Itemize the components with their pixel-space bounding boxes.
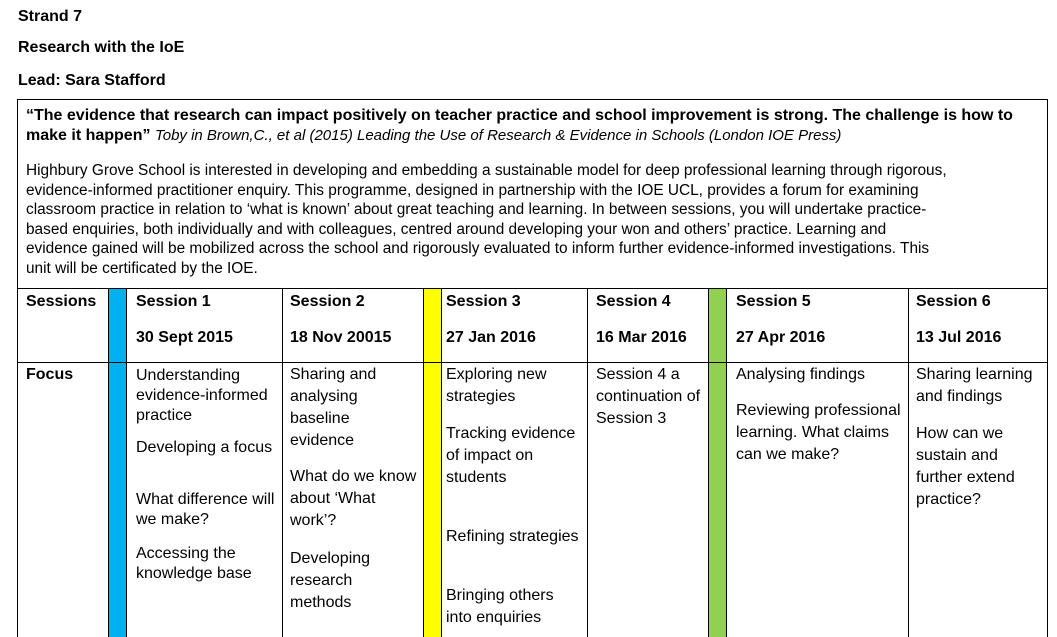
focus-item: Developing a focus [136, 439, 273, 456]
quote-citation: Toby in Brown,C., et al (2015) Leading the Use of Research & Evidence in Schools (London IOE Press) [154, 127, 842, 144]
green-band [708, 289, 726, 637]
focus-item: Exploring new strategies [446, 366, 547, 405]
focus-row-label: Focus [26, 366, 74, 383]
session-name: Session 1 [136, 293, 211, 310]
strand-lead: Lead: Sara Stafford [18, 72, 166, 89]
paragraph-line: evidence gained will be mobilized across the school and rigorously evaluated to inform further evidence-informed investigations. This [26, 240, 930, 258]
quote-text: “The evidence that research can impact positively on teacher practice and school improvement is strong. The challenge is how to make it happen” [26, 107, 1013, 144]
yellow-band [423, 289, 441, 637]
session-date: 13 Jul 2016 [916, 329, 1002, 346]
intro-quote [26, 106, 1036, 146]
focus-item: Developing research methods [290, 550, 371, 611]
paragraph-line: based enquiries, both individually and with colleagues, centred around developing your won and others’ practice. Learning and [26, 220, 887, 238]
session-name: Session 2 [290, 293, 365, 310]
focus-item: Refining strategies [446, 528, 579, 545]
column-divider [587, 289, 588, 637]
column-divider [726, 289, 727, 637]
session-date: 27 Apr 2016 [736, 329, 826, 346]
focus-item: Sharing learning and findings [916, 366, 1033, 405]
focus-item: Understanding evidence-informed practice [136, 367, 268, 424]
session-name: Session 6 [916, 293, 991, 310]
sessions-row-label: Sessions [26, 293, 97, 310]
focus-item: Accessing the knowledge base [136, 545, 252, 582]
session-name: Session 3 [446, 293, 521, 310]
column-divider [708, 289, 709, 637]
focus-item: What difference will we make? [136, 491, 275, 528]
session-name: Session 5 [736, 293, 811, 310]
session-date: 18 Nov 20015 [290, 329, 392, 346]
sessions-table [17, 288, 1048, 637]
column-divider [126, 289, 127, 637]
intro-box [17, 99, 1048, 289]
column-divider [282, 289, 283, 637]
focus-item: Session 4 a continuation of Session 3 [596, 366, 701, 427]
session-date: 27 Jan 2016 [446, 329, 536, 346]
focus-item: Analysing findings [736, 366, 865, 383]
focus-item: Sharing and analysing baseline evidence [290, 366, 377, 449]
column-divider [908, 289, 909, 637]
row-divider [18, 362, 1047, 363]
paragraph-line: classroom practice in relation to ‘what is known’ about great teaching and learning. In between sessions, you will undertake practice- [26, 201, 927, 219]
session-date: 30 Sept 2015 [136, 329, 233, 346]
column-divider [423, 289, 424, 637]
session-date: 16 Mar 2016 [596, 329, 687, 346]
paragraph-line: unit will be certificated by the IOE. [26, 259, 258, 277]
focus-item: What do we know about ‘What work’? [290, 468, 417, 529]
session-name: Session 4 [596, 293, 671, 310]
focus-item: How can we sustain and further extend practice? [916, 425, 1015, 508]
focus-item: Bringing others into enquiries [446, 587, 554, 626]
intro-paragraph [26, 161, 1041, 279]
column-divider [441, 289, 442, 637]
blue-band [108, 289, 126, 637]
paragraph-line: Highbury Grove School is interested in developing and embedding a sustainable model for deep professional learning through rigorous, [26, 162, 947, 179]
focus-item: Reviewing professional learning. What claims can we make? [736, 402, 901, 463]
strand-title: Research with the IoE [18, 39, 185, 56]
strand-heading: Strand 7 [18, 8, 83, 25]
column-divider [108, 289, 109, 637]
paragraph-line: evidence-informed practitioner enquiry. This programme, designed in partnership with the IOE UCL, provides a forum for examining [26, 181, 919, 199]
focus-item: Tracking evidence of impact on students [446, 425, 576, 486]
